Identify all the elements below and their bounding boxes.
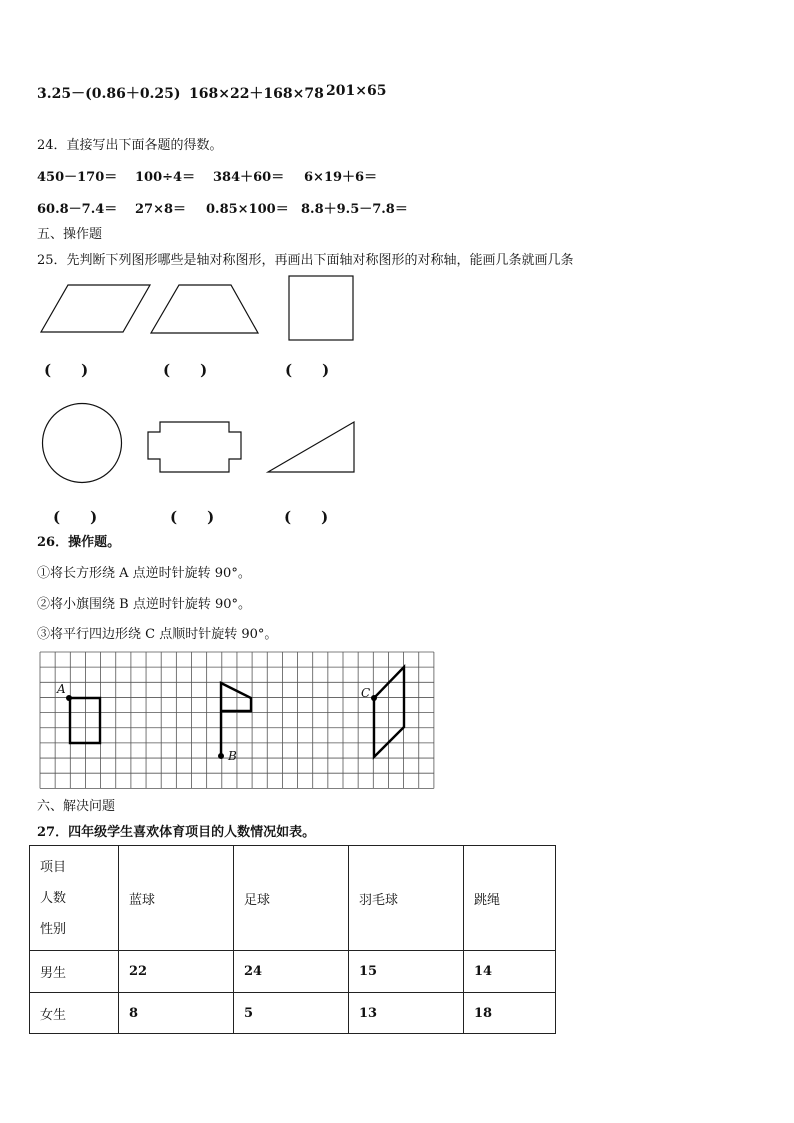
table-row bbox=[30, 951, 556, 993]
q27-title: 27．四年级学生喜欢体育项目的人数情况如表。 bbox=[37, 825, 316, 840]
parallelogram-figure bbox=[374, 667, 404, 757]
label-b: B bbox=[228, 749, 237, 763]
q24-item-7: 0.85×100＝ bbox=[206, 202, 289, 217]
header-item-label: 项目 bbox=[40, 859, 67, 875]
answer-blank-5[interactable]: ( ) bbox=[170, 508, 215, 526]
column-header: 羽毛球 bbox=[349, 846, 464, 951]
answer-blank-2[interactable]: ( ) bbox=[163, 361, 208, 379]
table-row bbox=[30, 993, 556, 1034]
column-header: 蓝球 bbox=[119, 846, 234, 951]
section-5-heading: 五、操作题 bbox=[37, 227, 103, 242]
point-c-dot bbox=[371, 695, 377, 701]
row-label: 女生 bbox=[30, 993, 119, 1034]
header-gender-label: 性别 bbox=[40, 921, 67, 937]
point-b-dot bbox=[218, 753, 224, 759]
section-6-heading: 六、解决问题 bbox=[37, 799, 116, 814]
table-cell: 14 bbox=[464, 951, 556, 993]
q24-item-6: 27×8＝ bbox=[135, 202, 187, 217]
answer-blank-1[interactable]: ( ) bbox=[44, 361, 89, 379]
q26-item-1: ①将长方形绕 A 点逆时针旋转 90°。 bbox=[37, 566, 251, 581]
point-a-dot bbox=[66, 695, 72, 701]
q24-item-4: 6×19＋6＝ bbox=[304, 170, 378, 185]
q26-item-2: ②将小旗围绕 B 点逆时针旋转 90°。 bbox=[37, 597, 251, 612]
column-header: 足球 bbox=[234, 846, 349, 951]
sports-table bbox=[29, 845, 556, 1034]
rectangle-figure bbox=[70, 698, 100, 743]
answer-blank-3[interactable]: ( ) bbox=[285, 361, 330, 379]
header-diagonal-cell bbox=[30, 846, 119, 951]
q24-item-2: 100÷4＝ bbox=[135, 170, 196, 185]
q26-title: 26．操作题。 bbox=[37, 535, 121, 550]
flag-figure bbox=[221, 683, 251, 755]
header-count-label: 人数 bbox=[40, 890, 67, 906]
table-cell: 18 bbox=[464, 993, 556, 1034]
column-header: 跳绳 bbox=[464, 846, 556, 951]
q24-item-1: 450－170＝ bbox=[37, 170, 118, 185]
table-cell: 13 bbox=[349, 993, 464, 1034]
q24-item-5: 60.8－7.4＝ bbox=[37, 202, 118, 217]
table-cell: 8 bbox=[119, 993, 234, 1034]
expression-2: 168×22＋168×78 bbox=[189, 86, 324, 102]
q26-item-3: ③将平行四边形绕 C 点顺时针旋转 90°。 bbox=[37, 627, 278, 642]
q24-item-8: 8.8＋9.5－7.8＝ bbox=[301, 202, 408, 217]
row-label: 男生 bbox=[30, 951, 119, 993]
answer-blank-6[interactable]: ( ) bbox=[284, 508, 329, 526]
table-cell: 5 bbox=[234, 993, 349, 1034]
table-cell: 15 bbox=[349, 951, 464, 993]
label-c: C bbox=[361, 686, 371, 700]
q24-item-3: 384＋60＝ bbox=[213, 170, 285, 185]
label-a: A bbox=[57, 682, 66, 696]
table-header-row bbox=[30, 846, 556, 951]
answer-blank-4[interactable]: ( ) bbox=[53, 508, 98, 526]
q24-title: 24．直接写出下面各题的得数。 bbox=[37, 138, 223, 153]
expression-3: 201×65 bbox=[326, 83, 387, 99]
table-cell: 22 bbox=[119, 951, 234, 993]
table-cell: 24 bbox=[234, 951, 349, 993]
expression-1: 3.25－(0.86＋0.25) bbox=[37, 86, 181, 102]
q25-title: 25．先判断下列图形哪些是轴对称图形，再画出下面轴对称图形的对称轴，能画几条就画几条 bbox=[37, 253, 574, 268]
